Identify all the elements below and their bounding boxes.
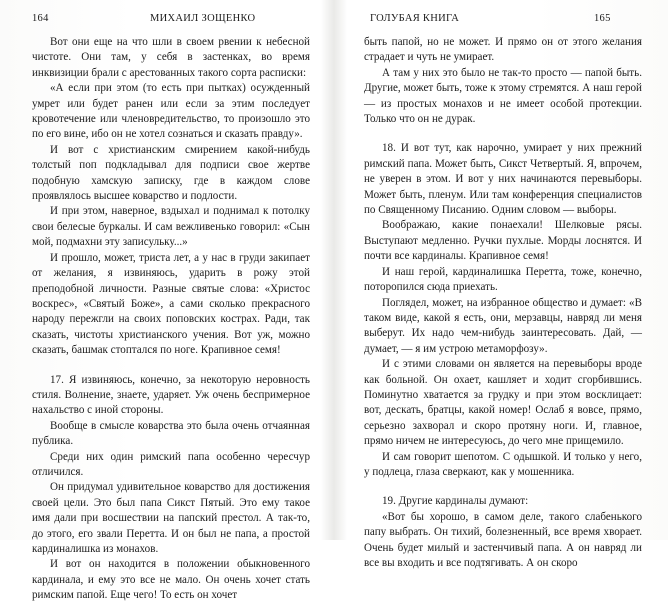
paragraph: И с этими словами он является на перевыборы вроде как больной. Он охает, кашляет и ходит сгорбившись. Поминутно хватается за грудку и при этом восклицает: вот, дескать, братцы, какой номер! Ослаб я вовсе, прямо, серьезно захворал и скоро протяну ноги. И, главное, прямо ничем не интересуюсь, до чего мне прищемило.	[364, 358, 642, 448]
right-page-body	[364, 35, 642, 571]
left-page-number: 164	[32, 13, 49, 24]
paragraph: И сам говорит шепотом. С одышкой. И только у него, у подлеца, глаза сверкают, как у мошенника.	[364, 450, 642, 478]
section-paragraph: 17. Я извиняюсь, конечно, за некоторую неровность стиля. Волнение, знаете, ударяет. Уж очень беспримерное нахальство с иной стороны.	[32, 373, 310, 417]
paragraph: Воображаю, какие понаехали! Шелковые рясы. Выступают медленно. Ручки пухлые. Морды лоснятся. И почти все кардиналы. Крапивное семя!	[364, 219, 642, 263]
right-page	[334, 0, 668, 569]
paragraph: быть папой, но не может. И прямо он от этого желания страдает и чуть не умирает.	[364, 36, 642, 64]
paragraph: И при этом, наверное, вздыхал и поднимал к потолку свои белесые буркалы. И сам вежливенько говорил: «Сын мой, подмахни эту записульку...»	[32, 205, 310, 249]
paragraph: И вот с христианским смирением какой-нибудь толстый поп подкладывал для подписи свое жертве подобную хамскую записку, где в каждом слове проявлялось высшее коварство и подлости.	[32, 143, 310, 203]
section-paragraph: 18. И вот тут, как нарочно, умирает у них прежний римский папа. Может быть, Сикст Четвертый. Я, впрочем, не уверен в этом. И вот у них начинаются перевыборы. Может быть, пленум. Или там конференция специалистов по Священному Писанию. Одним словом — выборы.	[364, 142, 642, 217]
paragraph: Он придумал удивительное коварство для достижения своей цели. Это был папа Сикст Пятый. Это ему такое имя дали при восшествии на папский престол. А так-то, до этого, его звали Перетта. И он был не папа, а простой кардиналишка из монахов.	[32, 481, 310, 555]
left-running-head: МИХАИЛ ЗОЩЕНКО	[150, 13, 256, 24]
section-paragraph: 19. Другие кардиналы думают:	[382, 495, 529, 508]
right-page-number: 165	[594, 13, 611, 24]
paragraph: А там у них это было не так-то просто — папой быть. Другие, может быть, тоже к этому стремятся. А наш герой — из простых монахов и не имеет особой протекции. Только что он не дурак.	[364, 66, 642, 126]
paragraph: И вот он находится в положении обыкновенного кардинала, и ему это все не мало. Он очень хочет стать римским папой. Еще чего! То есть он хочет	[32, 558, 310, 602]
left-page	[0, 0, 334, 602]
paragraph: И прошло, может, триста лет, а у нас в груди закипает от желания, я извиняюсь, ударить в рожу этой преподобной личности. Разные святые слова: «Христос воскрес», «Святый Боже», а сами сколько прекрасного народу пережгли на своих поповских кострах. Ради, так сказать, чистоты христианского учения. Вот уж, можно сказать, башмак стоптался по ноге. Крапивное семя!	[32, 251, 310, 357]
paragraph: Вообще в смысле коварства это была очень отчаянная публика.	[32, 419, 310, 448]
paragraph: «Вот бы хорошо, в самом деле, такого слабенького папу выбрать. Он тихий, болезненный, все время хворает. Очень будет милый и застенчивый папа. А он навряд ли все вы входить и все подтягивать. А он скоро	[364, 510, 642, 569]
paragraph: Поглядел, может, на избранное общество и думает: «В таком виде, какой я есть, они, мерзавцы, навряд ли меня выберут. Их надо чем-нибудь заинтересовать. Дай, — думает, — я им устрою метаморфозу».	[364, 296, 642, 355]
paragraph: «А если при этом (то есть при пытках) осужденный умрет или будет ранен или если за этим последует кровотечение или членовредительство, то произошло это по его вине, ибо он не хотел сознаться и сказать правду».	[32, 82, 310, 141]
right-running-head: ГОЛУБАЯ КНИГА	[370, 13, 460, 24]
paragraph: Вот они еще на что шли в своем рвении к небесной чистоте. Они там, у себя в застенках, во время инквизиции брали с арестованных такого сорта расписки:	[32, 36, 310, 79]
paragraph: И наш герой, кардиналишка Перетта, тоже, конечно, поторопился сюда приехать.	[364, 265, 642, 294]
paragraph: Среди них один римский папа особенно чересчур отличился.	[32, 450, 310, 478]
left-page-body	[32, 35, 310, 604]
